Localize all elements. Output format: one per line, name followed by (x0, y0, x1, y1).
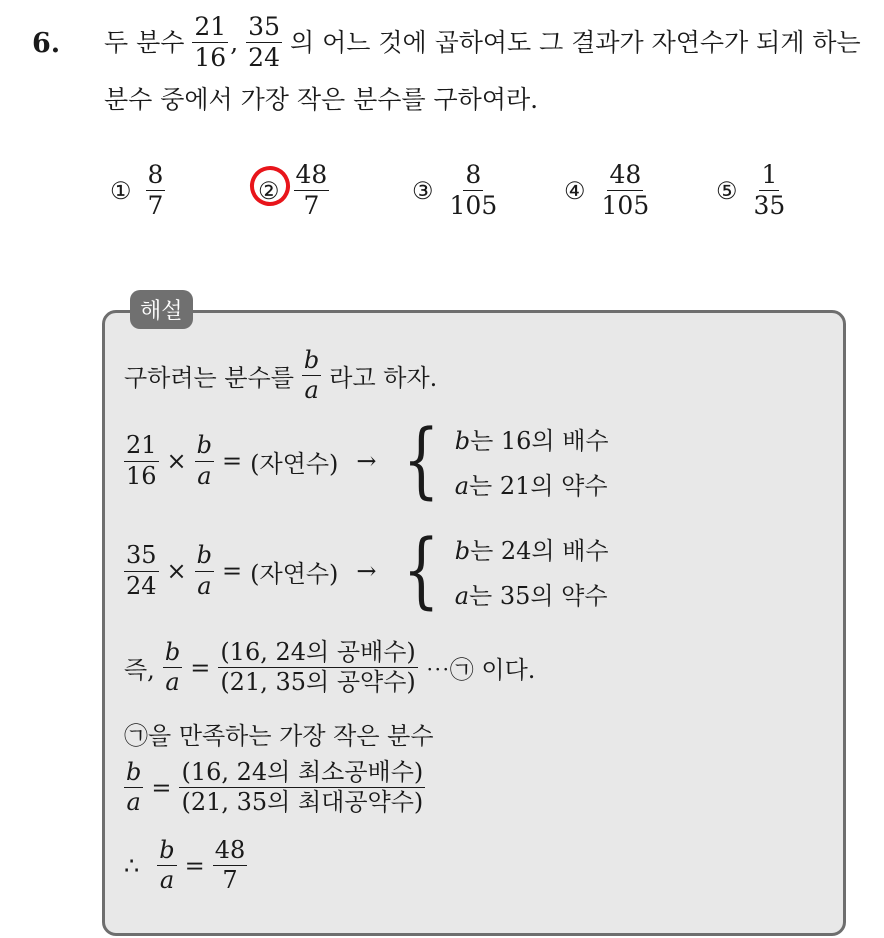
condition-line: ㉠을 만족하는 가장 작은 분수 (124, 722, 434, 750)
so-line: 즉, $\frac{b}{a}$ = $\frac{\text{(16, 24의 공배수)}}{\text{(21, 35의 공약수)}}$ ⋯㉠ 이다. (124, 638, 536, 697)
solution-badge: 해설 (130, 290, 193, 329)
equation-1: $\frac{21}{16}$ × $\frac{b}{a}$ = (자연수) → { b는 16의 배수 a는 21의 약수 (126, 413, 609, 508)
solution-intro: 구하려는 분수를 $\frac{b}{a}$ 라고 하자. (124, 346, 438, 405)
choice-1[interactable]: ① $\frac{8}{7}$ (110, 160, 164, 221)
choice-5[interactable]: ⑤ $\frac{1}{35}$ (716, 160, 786, 221)
left-brace-icon: { (402, 523, 439, 618)
equation-2: $\frac{35}{24}$ × $\frac{b}{a}$ = (자연수) → { b는 24의 배수 a는 35의 약수 (126, 523, 609, 618)
final-line: ∴ $\frac{b}{a}$ = $\frac{48}{7}$ (124, 836, 246, 895)
question-line-2: 분수 중에서 가장 작은 분수를 구하여라. (104, 85, 539, 114)
question-fraction-1: $\frac{21}{16}$ (194, 12, 227, 73)
question-text-a: 두 분수 (104, 27, 185, 57)
final-answer: $\frac{48}{7}$ (214, 836, 246, 895)
question-number: 6. (32, 28, 61, 59)
question-fraction-2: $\frac{35}{24}$ (248, 12, 280, 73)
choice-3[interactable]: ③ $\frac{8}{105}$ (412, 160, 498, 221)
choice-4[interactable]: ④ $\frac{48}{105}$ (564, 160, 650, 221)
fraction-b-over-a: $\frac{b}{a}$ (303, 346, 320, 405)
question-comma: , (230, 27, 239, 57)
question-line-1 (104, 14, 861, 72)
result-line: $\frac{b}{a}$ = $\frac{\text{(16, 24의 최소공배수)}}{\text{(21, 35의 최대공약수)}}$ (126, 758, 424, 817)
question-text-b: 의 어느 것에 곱하여도 그 결과가 자연수가 되게 하는 (289, 27, 861, 57)
left-brace-icon: { (402, 413, 439, 508)
choice-2[interactable]: ② $\frac{48}{7}$ (258, 160, 328, 221)
